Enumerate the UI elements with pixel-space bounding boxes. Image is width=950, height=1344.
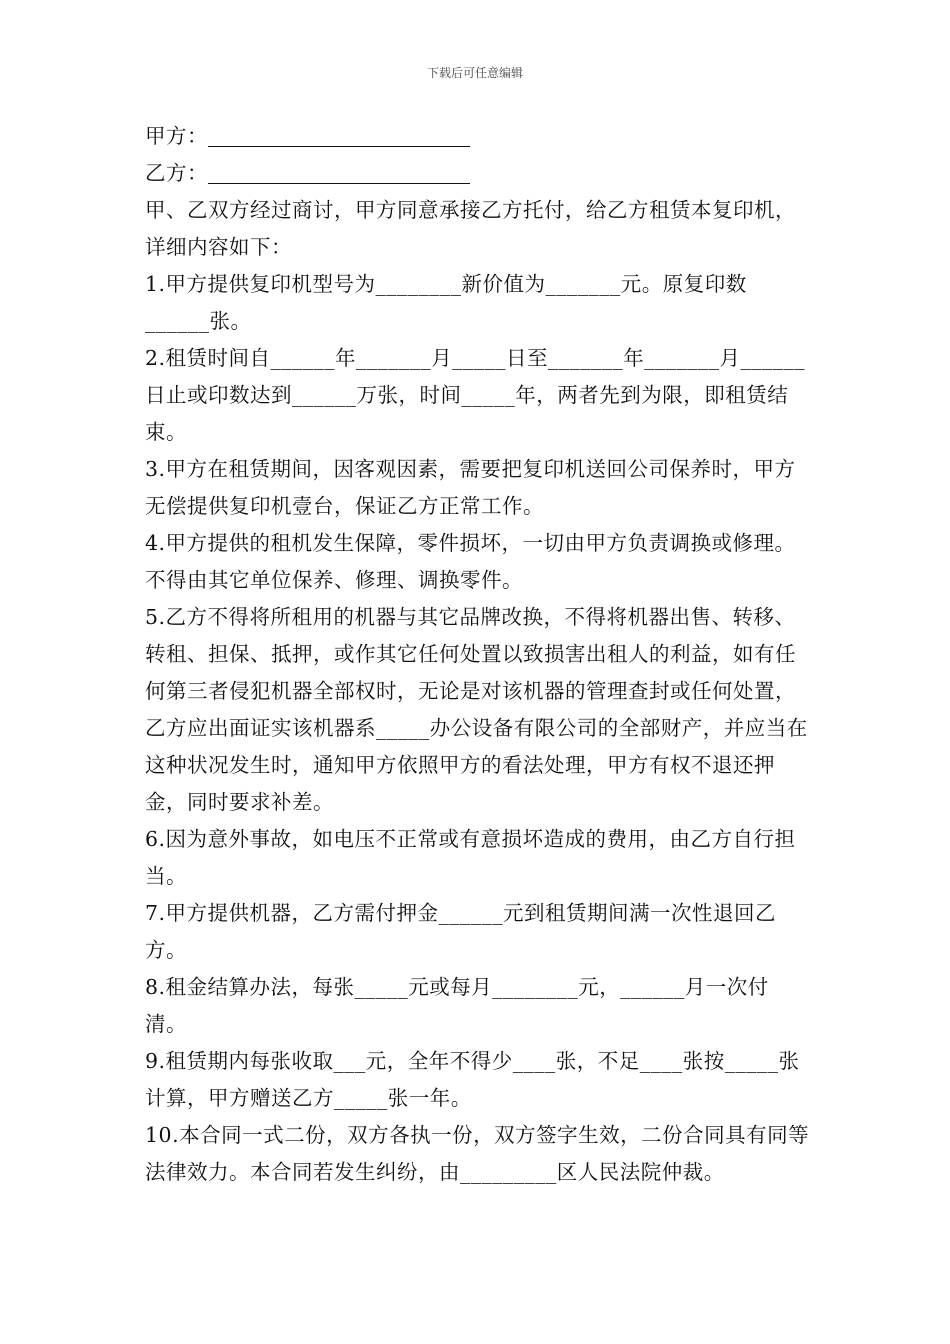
clause-7: 7.甲方提供机器，乙方需付押金______元到租赁期间满一次性退回乙方。	[145, 901, 777, 962]
clause-1: 1.甲方提供复印机型号为________新价值为_______元。原复印数______张。	[145, 272, 747, 333]
party-a-label: 甲方：	[145, 124, 208, 148]
page-header: 下载后可任意编辑	[426, 66, 523, 80]
clause-8: 8.租金结算办法，每张_____元或每月________元，______月一次付清。	[145, 975, 769, 1036]
clause-3: 3.甲方在租赁期间，因客观因素，需要把复印机送回公司保养时，甲方无偿提供复印机壹台，保证乙方正常工作。	[145, 457, 796, 518]
party-b-label: 乙方：	[145, 161, 208, 185]
party-b-line	[145, 155, 810, 192]
clause-6: 6.因为意外事故，如电压不正常或有意损坏造成的费用，由乙方自行担当。	[145, 827, 796, 888]
intro-paragraph: 甲、乙双方经过商讨，甲方同意承接乙方托付，给乙方租赁本复印机，详细内容如下：	[145, 198, 796, 259]
clause-2: 2.租赁时间自______年_______月_____日至_______年_______月______日止或印数达到______万张，时间_____年，两者先到为限，即租赁结束。	[145, 346, 806, 444]
contract-body	[145, 118, 810, 1191]
party-a-line	[145, 118, 810, 155]
clause-9: 9.租赁期内每张收取___元，全年不得少____张，不足____张按_____张计算，甲方赠送乙方_____张一年。	[145, 1049, 800, 1110]
clause-5: 5.乙方不得将所租用的机器与其它品牌改换，不得将机器出售、转移、转租、担保、抵押，或作其它任何处置以致损害出租人的利益，如有任何第三者侵犯机器全部权时，无论是对该机器的管理查封或任何处置，乙方应出面证实该机器系_____办公设备有限公司的全部财产，并应当在这种状况发生时，通知甲方依照甲方的看法处理，甲方有权不退还押金，同时要求补差。	[145, 605, 808, 814]
party-a-blank	[208, 124, 470, 147]
clause-4: 4.甲方提供的租机发生保障，零件损坏，一切由甲方负责调换或修理。不得由其它单位保养、修理、调换零件。	[145, 531, 796, 592]
clause-10: 10.本合同一式二份，双方各执一份，双方签字生效，二份合同具有同等法律效力。本合同若发生纠纷，由_________区人民法院仲裁。	[145, 1123, 810, 1184]
party-b-blank	[208, 161, 470, 184]
